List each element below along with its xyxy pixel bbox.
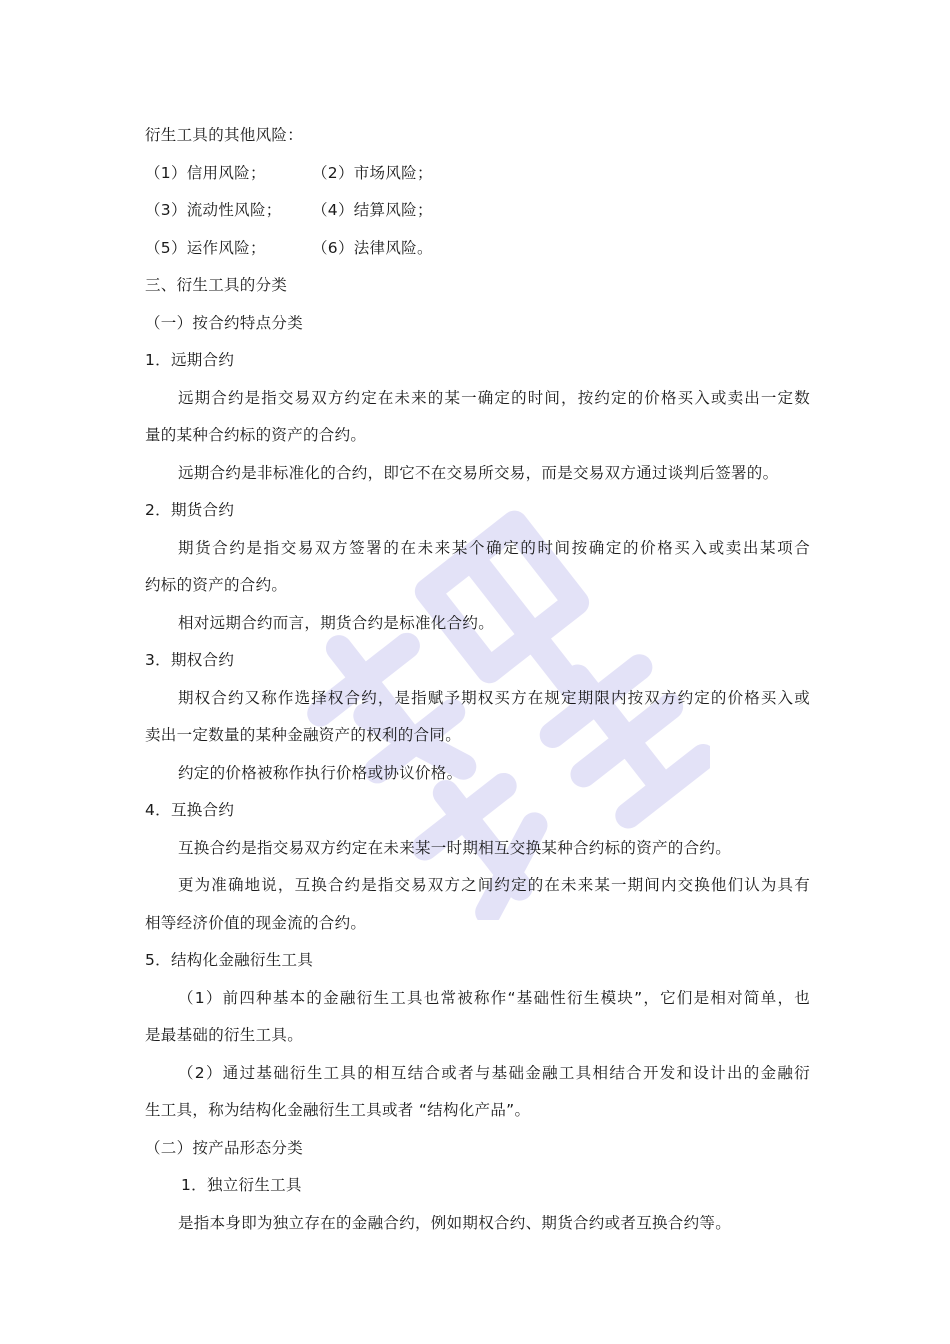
item-heading: 1．远期合约	[145, 351, 235, 369]
risk-item: （6）法律风险。	[312, 238, 433, 257]
risk-row	[145, 155, 810, 193]
paragraph-line: 期货合约是指交易双方签署的在未来某个确定的时间按确定的价格买入或卖出某项合	[178, 538, 810, 557]
risk-row	[145, 230, 810, 268]
item-heading: 3．期权合约	[145, 651, 235, 669]
risk-item: （4）结算风险；	[312, 201, 433, 219]
risk-item: （1）信用风险；	[145, 163, 266, 182]
subsection-heading: （一）按合约特点分类	[145, 313, 304, 332]
paragraph-line: 约标的资产的合约。	[145, 576, 288, 594]
paragraph-line: 量的某种合约标的资产的合约。	[145, 426, 367, 444]
paragraph-line: 远期合约是指交易双方约定在未来的某一确定的时间，按约定的价格买入或卖出一定数	[178, 388, 810, 407]
paragraph-line: 互换合约是指交易双方约定在未来某一时期相互交换某种合约标的资产的合约。	[178, 838, 732, 857]
risk-item: （5）运作风险；	[145, 238, 266, 257]
paragraph-line: （2）通过基础衍生工具的相互结合或者与基础金融工具相结合开发和设计出的金融衍	[178, 1063, 810, 1082]
document-body	[145, 117, 810, 1242]
paragraph-line: 相对远期合约而言，期货合约是标准化合约。	[178, 613, 495, 632]
subsection-heading: （二）按产品形态分类	[145, 1138, 304, 1157]
paragraph-line: 是指本身即为独立存在的金融合约，例如期权合约、期货合约或者互换合约等。	[178, 1213, 732, 1232]
risk-row	[145, 192, 810, 230]
paragraph-line: 相等经济价值的现金流的合约。	[145, 913, 367, 932]
paragraph-line: 远期合约是非标准化的合约，即它不在交易所交易，而是交易双方通过谈判后签署的。	[178, 463, 779, 482]
risk-item: （3）流动性风险；	[145, 201, 282, 219]
paragraph-line: 生工具，称为结构化金融衍生工具或者 “结构化产品”。	[145, 1101, 531, 1119]
risk-item: （2）市场风险；	[312, 163, 433, 182]
item-heading: 1．独立衍生工具	[181, 1176, 302, 1194]
paragraph-line: 卖出一定数量的某种金融资产的权利的合同。	[145, 726, 462, 744]
paragraph-line: （1）前四种基本的金融衍生工具也常被称作“基础性衍生模块”，它们是相对简单，也	[178, 988, 810, 1007]
item-heading: 5．结构化金融衍生工具	[145, 951, 314, 969]
item-heading: 4．互换合约	[145, 801, 235, 819]
paragraph-line: 是最基础的衍生工具。	[145, 1026, 304, 1044]
other-risks-heading: 衍生工具的其他风险：	[145, 126, 304, 144]
paragraph-line: 约定的价格被称作执行价格或协议价格。	[178, 763, 463, 782]
paragraph-line: 更为准确地说，互换合约是指交易双方之间约定的在未来某一期间内交换他们认为具有	[178, 876, 810, 894]
section-heading: 三、衍生工具的分类	[145, 276, 288, 294]
item-heading: 2．期货合约	[145, 501, 235, 519]
paragraph-line: 期权合约又称作选择权合约，是指赋予期权买方在规定期限内按双方约定的价格买入或	[178, 688, 810, 707]
